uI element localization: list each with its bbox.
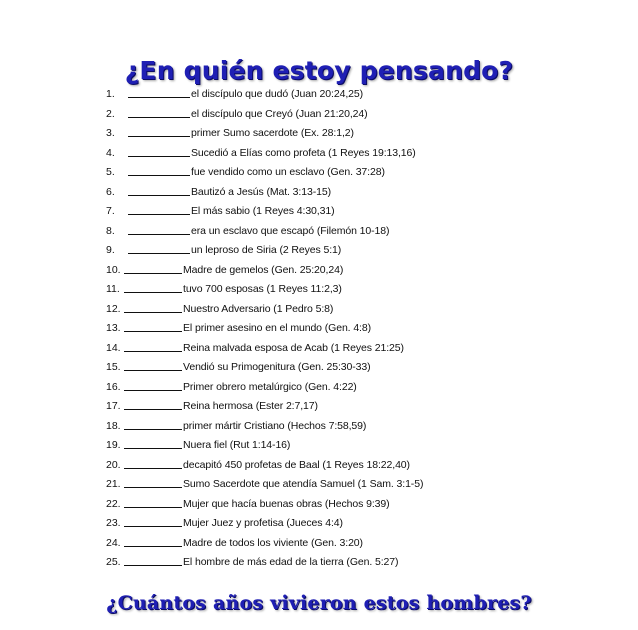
item-number: 16.	[106, 380, 121, 393]
item-number: 7.	[106, 205, 115, 217]
item-number: 22.	[106, 497, 121, 510]
quiz-item	[106, 534, 526, 554]
item-clue: era un esclavo que escapó (Filemón 10-18)	[191, 224, 390, 237]
quiz-item	[106, 261, 526, 281]
quiz-item	[106, 85, 526, 105]
quiz-item	[106, 495, 526, 515]
item-number: 3.	[106, 127, 115, 139]
answer-blank[interactable]	[124, 398, 182, 410]
quiz-list	[106, 85, 526, 573]
answer-blank[interactable]	[124, 281, 182, 293]
quiz-item	[106, 319, 526, 339]
quiz-item	[106, 475, 526, 495]
item-clue: Sumo Sacerdote que atendía Samuel (1 Sam. 3:1-5)	[183, 478, 424, 490]
answer-blank[interactable]	[128, 242, 190, 254]
quiz-item	[106, 300, 526, 320]
item-number: 9.	[106, 244, 115, 256]
answer-blank[interactable]	[124, 418, 182, 430]
quiz-item	[106, 378, 526, 398]
answer-blank[interactable]	[128, 106, 190, 118]
quiz-item	[106, 456, 526, 476]
answer-blank[interactable]	[128, 184, 190, 196]
item-number: 5.	[106, 166, 115, 178]
answer-blank[interactable]	[128, 164, 190, 176]
answer-blank[interactable]	[124, 301, 182, 313]
answer-blank[interactable]	[128, 86, 190, 98]
item-number: 21.	[106, 478, 121, 490]
answer-blank[interactable]	[124, 379, 182, 391]
item-clue: Primer obrero metalúrgico (Gen. 4:22)	[183, 380, 357, 393]
item-clue: Reina malvada esposa de Acab (1 Reyes 21:25)	[183, 341, 404, 354]
item-number: 15.	[106, 361, 121, 373]
page-title: ¿En quién estoy pensando?	[124, 56, 514, 85]
item-clue: decapitó 450 profetas de Baal (1 Reyes 18:22,40)	[183, 458, 410, 471]
item-clue: Bautizó a Jesús (Mat. 3:13-15)	[191, 185, 331, 198]
item-number: 17.	[106, 400, 121, 412]
item-number: 13.	[106, 322, 121, 334]
item-clue: el discípulo que Creyó (Juan 21:20,24)	[191, 107, 368, 120]
quiz-item	[106, 339, 526, 359]
answer-blank[interactable]	[124, 262, 182, 274]
item-number: 20.	[106, 458, 121, 471]
answer-blank[interactable]	[124, 457, 182, 469]
quiz-item	[106, 397, 526, 417]
item-clue: Nuestro Adversario (1 Pedro 5:8)	[183, 302, 334, 315]
answer-blank[interactable]	[124, 535, 182, 547]
quiz-item	[106, 124, 526, 144]
quiz-item	[106, 280, 526, 300]
quiz-item	[106, 358, 526, 378]
item-clue: El más sabio (1 Reyes 4:30,31)	[191, 205, 335, 217]
item-clue: Mujer que hacía buenas obras (Hechos 9:39)	[183, 497, 390, 510]
item-clue: Mujer Juez y profetisa (Jueces 4:4)	[183, 517, 343, 529]
item-number: 12.	[106, 302, 121, 315]
item-number: 24.	[106, 536, 121, 549]
item-clue: El primer asesino en el mundo (Gen. 4:8)	[183, 322, 372, 334]
quiz-item	[106, 202, 526, 222]
item-number: 10.	[106, 263, 121, 276]
quiz-item	[106, 144, 526, 164]
item-clue: fue vendido como un esclavo (Gen. 37:28)	[191, 166, 385, 178]
quiz-item	[106, 183, 526, 203]
answer-blank[interactable]	[128, 125, 190, 137]
answer-blank[interactable]	[124, 340, 182, 352]
item-clue: Madre de gemelos (Gen. 25:20,24)	[183, 263, 344, 276]
quiz-item	[106, 436, 526, 456]
item-clue: el discípulo que dudó (Juan 20:24,25)	[191, 88, 364, 100]
answer-blank[interactable]	[128, 145, 190, 157]
item-number: 11.	[106, 283, 120, 295]
answer-blank[interactable]	[124, 515, 182, 527]
item-clue: primer Sumo sacerdote (Ex. 28:1,2)	[191, 127, 354, 139]
item-number: 18.	[106, 419, 121, 432]
answer-blank[interactable]	[124, 476, 182, 488]
item-clue: Sucedió a Elías como profeta (1 Reyes 19:13,16)	[191, 146, 416, 159]
item-number: 2.	[106, 107, 115, 120]
item-number: 8.	[106, 224, 115, 237]
item-number: 4.	[106, 146, 115, 159]
item-number: 1.	[106, 88, 115, 100]
answer-blank[interactable]	[124, 437, 182, 449]
quiz-item	[106, 105, 526, 125]
quiz-item	[106, 241, 526, 261]
item-number: 19.	[106, 439, 121, 451]
item-clue: Reina hermosa (Ester 2:7,17)	[183, 400, 318, 412]
answer-blank[interactable]	[124, 496, 182, 508]
item-clue: un leproso de Siria (2 Reyes 5:1)	[191, 244, 342, 256]
item-clue: Madre de todos los viviente (Gen. 3:20)	[183, 536, 363, 549]
quiz-item	[106, 163, 526, 183]
item-number: 23.	[106, 517, 121, 529]
answer-blank[interactable]	[128, 203, 190, 215]
item-clue: primer mártir Cristiano (Hechos 7:58,59)	[183, 419, 367, 432]
quiz-item	[106, 417, 526, 437]
item-number: 25.	[106, 556, 121, 568]
quiz-item	[106, 514, 526, 534]
answer-blank[interactable]	[124, 320, 182, 332]
item-number: 6.	[106, 185, 115, 198]
item-clue: tuvo 700 esposas (1 Reyes 11:2,3)	[183, 283, 342, 295]
item-clue: Nuera fiel (Rut 1:14-16)	[183, 439, 291, 451]
answer-blank[interactable]	[128, 223, 190, 235]
item-clue: El hombre de más edad de la tierra (Gen. 5:27)	[183, 556, 399, 568]
answer-blank[interactable]	[124, 359, 182, 371]
answer-blank[interactable]	[124, 554, 182, 566]
quiz-item	[106, 222, 526, 242]
footer-title: ¿Cuántos años vivieron estos hombres?	[106, 592, 532, 614]
quiz-item	[106, 553, 526, 573]
item-number: 14.	[106, 341, 121, 354]
item-clue: Vendió su Primogenitura (Gen. 25:30-33)	[183, 361, 371, 373]
